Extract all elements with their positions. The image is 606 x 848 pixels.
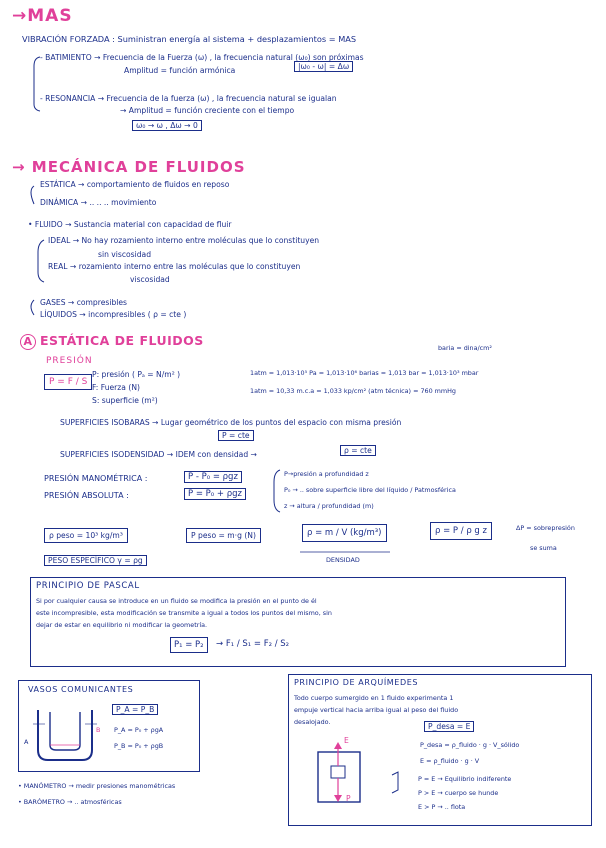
pascal-line-2: este incompresible, esta modificación se transmite a igual a todos los puntos del mismo, sin [36,609,332,617]
pascal-title: PRINCIPIO DE PASCAL [36,581,140,591]
weight-equation: P peso = m·g (N) [186,528,261,543]
archimedes-box: P_desa = E [424,721,474,732]
fluids-title: → MECÁNICA DE FLUIDOS [12,158,246,176]
manometric-label: PRESIÓN MANOMÉTRICA : [44,474,148,483]
archimedes-line-1: Todo cuerpo sumergido en 1 fluido experimenta 1 [294,694,454,702]
archimedes-cond-2: P > E → cuerpo se hunde [418,789,499,797]
delta-note-2: se suma [530,544,557,552]
archimedes-eq-2: E = ρ_fluido · g · V [420,757,480,765]
delta-note-1: ΔP = sobrepresión [516,524,575,532]
density-label: DENSIDAD [326,556,360,564]
beating-line-2: Amplitud = función armónica [124,66,236,75]
pascal-line-3: dejar de estar en equilibrio ni modificar la geometría. [36,621,208,629]
archimedes-cond-1: P = E → Equilibrio indiferente [418,775,512,783]
pascal-eq-left: P₁ = P₂ [170,637,208,653]
isodensity-def: SUPERFICIES ISODENSIDAD → IDEM con densidad → [60,450,257,459]
static-section-title [20,333,204,350]
manometric-box: P - P₀ = ρgz [184,471,242,483]
resonance-box: ω₀ → ω , Δω → 0 [132,120,202,131]
static-def: ESTÁTICA → comportamiento de fluidos en reposo [40,180,230,189]
isodensity-box: ρ = cte [340,445,376,456]
vessels-title: VASOS COMUNICANTES [28,685,134,694]
s-def: S: superficie (m²) [92,396,158,405]
archimedes-eq-1: P_desa = ρ_fluido · g · V_sólido [420,741,520,749]
atm-line-1: 1atm = 1,013·10⁵ Pa = 1,013·10⁶ barias = 1,013 bar = 1,013·10³ mbar [250,369,479,377]
archimedes-label-e: E [344,736,349,745]
legend-1: P→presión a profundidad z [284,470,369,478]
vessels-label-b: B [96,726,101,734]
manometer-def: • MANÓMETRO → medir presiones manométricas [18,782,176,790]
mas-title: →MAS [12,6,73,26]
isobaric-box: P = cte [218,430,254,441]
f-def: F: Fuerza (N) [92,383,140,392]
absolute-label: PRESIÓN ABSOLUTA : [44,491,129,500]
static-title: ESTÁTICA DE FLUIDOS [40,333,204,348]
pressure-title: PRESIÓN [46,356,93,366]
real-def-2: viscosidad [130,275,170,284]
vessels-eq-a: P_A = P₀ + ρgA [114,726,164,734]
pascal-eq-right: → F₁ / S₁ = F₂ / S₂ [216,639,290,649]
archimedes-label-p: P [346,794,351,803]
barometer-def: • BARÓMETRO → .. atmosféricas [18,798,122,806]
liquids-def: LÍQUIDOS → incompresibles ( ρ = cte ) [40,310,187,319]
p-def: P: presión ( Pₐ = N/m² ) [92,370,181,379]
specific-weight: PESO ESPECÍFICO γ = ρg [44,555,147,566]
vessels-eq-b: P_B = P₀ + ρgB [114,742,164,750]
real-def: REAL → rozamiento interno entre las moléculas que lo constituyen [48,262,301,271]
pressure-formula: P = F / S [44,374,92,390]
forced-vibration: VIBRACIÓN FORZADA : Suministran energía al sistema + desplazamientos = MAS [22,34,357,44]
ideal-def: IDEAL → No hay rozamiento interno entre moléculas que lo constituyen [48,236,320,245]
weight-box: ρ peso = 10³ kg/m³ [44,528,128,543]
vessels-label-a: A [24,738,29,746]
beating-box: |ω₀ - ω| = Δω [294,61,353,72]
legend-2: P₀ → .. sobre superficie libre del líquido / Patmosférica [284,486,456,494]
subpressure-box: ρ = P / ρ g z [430,522,492,540]
resonance-line-2: → Amplitud = función creciente con el tiempo [120,106,295,115]
isobaric-def: SUPERFICIES ISOBARAS → Lugar geométrico de los puntos del espacio con misma presión [60,418,402,427]
vessels-box: P_A = P_B [112,704,158,715]
dynamic-def: DINÁMICA → .. .. .. movimiento [40,198,157,207]
archimedes-cond-3: E > P → .. flota [418,803,466,811]
dina-note: baria = dina/cm² [438,344,492,352]
legend-3: z → altura / profundidad (m) [284,502,374,510]
resonance-line-1: - RESONANCIA → Frecuencia de la fuerza (ω) , la frecuencia natural se igualan [40,94,337,103]
archimedes-line-3: desalojado. [294,718,331,726]
beating-line-1: - BATIMIENTO → Frecuencia de la Fuerza (ω) , la frecuencia natural (ω₀) son próximas [40,53,364,62]
density-box: ρ = m / V (kg/m³) [302,524,387,542]
section-marker: A [20,334,36,350]
absolute-box: P = P₀ + ρgz [184,488,246,500]
archimedes-line-2: empuje vertical hacia arriba igual al peso del fluido [294,706,459,714]
pascal-line-1: Si por cualquier causa se introduce en un fluido se modifica la presión en el punto de él [36,597,317,605]
ideal-def-2: sin viscosidad [98,250,152,259]
gases-def: GASES → compresibles [40,298,127,307]
atm-line-2: 1atm = 10,33 m.c.a = 1,033 kp/cm² (atm técnica) = 760 mmHg [250,387,456,395]
archimedes-title: PRINCIPIO DE ARQUÍMEDES [294,678,419,687]
fluid-def: • FLUIDO → Sustancia material con capacidad de fluir [28,220,232,229]
